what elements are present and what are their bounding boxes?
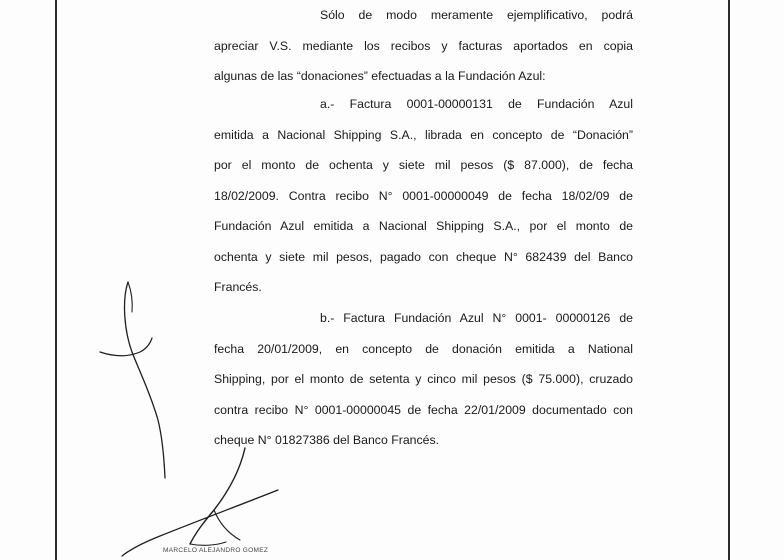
text-line: apreciar V.S. mediante los recibos y facturas aportados en copia <box>214 38 633 53</box>
signature-stamp-name: MARCELO ALEJANDRO GOMEZ <box>163 547 269 554</box>
paragraph-item-b <box>214 303 633 456</box>
page-left-border <box>55 0 57 560</box>
text-line: por el monto de ochenta y siete mil pesos ($ 87.000), de fecha <box>214 158 633 172</box>
page-right-border <box>728 0 730 560</box>
text-line: algunas de las “donaciones” efectuadas a la Fundación Azul: <box>214 69 546 83</box>
text-line: Francés. <box>214 280 262 294</box>
text-line: Shipping, por el monto de setenta y cinco mil pesos ($ 75.000), cruzado <box>214 372 633 386</box>
text-line: fecha 20/01/2009, en concepto de donación emitida a National <box>214 341 633 356</box>
text-line: 18/02/2009. Contra recibo N° 0001-00000049 de fecha 18/02/09 de <box>214 188 633 203</box>
main-signature <box>190 448 245 544</box>
text-line: cheque N° 01827386 del Banco Francés. <box>214 433 440 447</box>
text-line: Sólo de modo meramente ejemplificativo, podrá <box>320 8 633 22</box>
paragraph-item-a <box>214 89 633 303</box>
text-line: b.- Factura Fundación Azul N° 0001- 00000126 de <box>320 311 633 325</box>
margin-initial-signature <box>125 282 165 478</box>
text-line: ochenta y siete mil pesos, pagado con cheque N° 682439 del Banco <box>214 249 633 264</box>
text-line: contra recibo N° 0001-00000045 de fecha 22/01/2009 documentado con <box>214 402 633 417</box>
paragraph-intro <box>214 0 633 92</box>
text-line: Fundación Azul emitida a Nacional Shipping S.A., por el monto de <box>214 219 633 233</box>
text-line: emitida a Nacional Shipping S.A., librada en concepto de “Donación” <box>214 127 633 142</box>
text-line: a.- Factura 0001-00000131 de Fundación Azul <box>320 97 633 111</box>
